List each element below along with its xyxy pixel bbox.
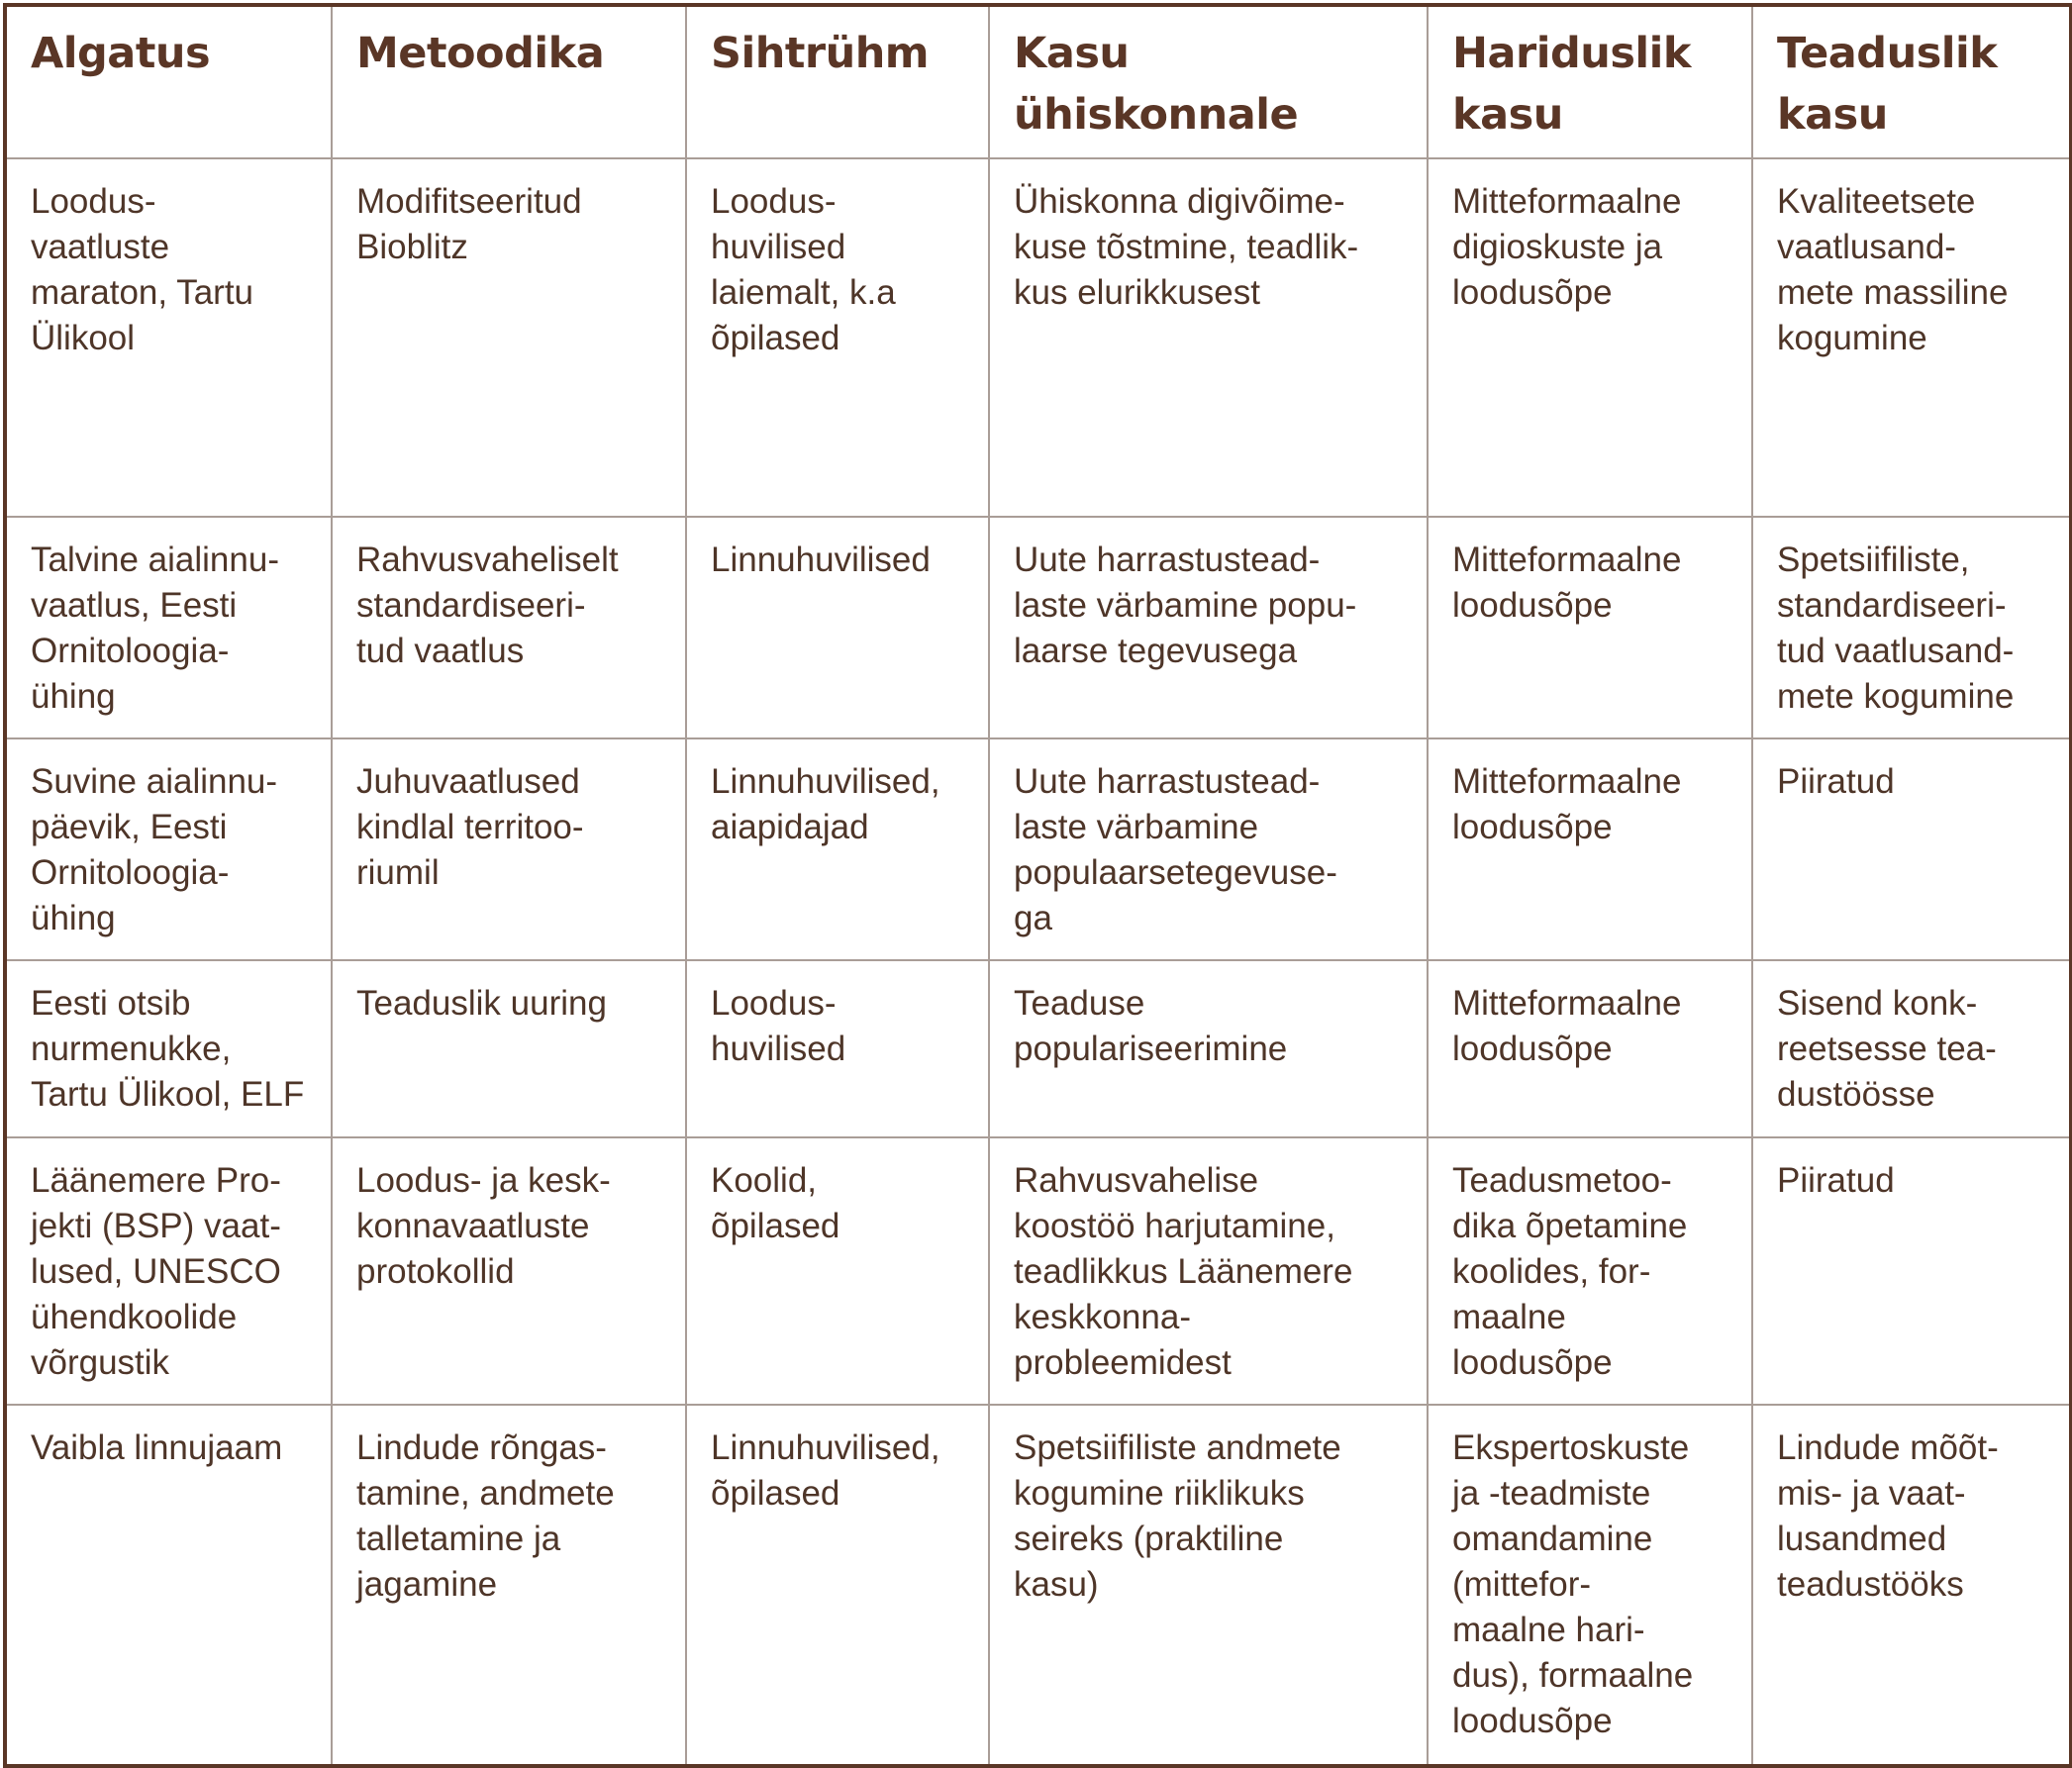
table-cell: Loodus- huvilised (686, 960, 989, 1137)
table-cell: Suvine aialinnu- päevik, Eesti Ornitoloogia- ühing (5, 738, 332, 960)
table-cell: Vaibla linnujaam (5, 1405, 332, 1766)
header-metoodika: Metoodika (332, 5, 686, 158)
table-row (5, 1405, 2071, 1766)
table-row (5, 1137, 2071, 1405)
table-row (5, 517, 2071, 738)
table-cell: Talvine aialinnu- vaatlus, Eesti Ornitoloogia- ühing (5, 517, 332, 738)
table-cell: Piiratud (1752, 738, 2071, 960)
table-cell: Mitteformaalne loodusõpe (1428, 517, 1752, 738)
table-cell: Lindude rõngas- tamine, andmete talletamine ja jagamine (332, 1405, 686, 1766)
table-cell: Modifitseeritud Bioblitz (332, 158, 686, 517)
table-cell: Teaduse populariseerimine (989, 960, 1428, 1137)
table-cell: Koolid, õpilased (686, 1137, 989, 1405)
header-kasu-uhiskonnale: Kasu ühiskonnale (989, 5, 1428, 158)
table-cell: Loodus- huvilised laiemalt, k.a õpilased (686, 158, 989, 517)
table-row (5, 738, 2071, 960)
table-cell: Loodus- vaatluste maraton, Tartu Ülikool (5, 158, 332, 517)
table-cell: Spetsiifiliste andmete kogumine riiklikuks seireks (praktiline kasu) (989, 1405, 1428, 1766)
table-cell: Piiratud (1752, 1137, 2071, 1405)
table-row (5, 960, 2071, 1137)
table-cell: Loodus- ja kesk- konnavaatluste protokollid (332, 1137, 686, 1405)
table-cell: Linnuhuvilised (686, 517, 989, 738)
table-cell: Kvaliteetsete vaatlusand- mete massiline kogumine (1752, 158, 2071, 517)
table-header-row (5, 5, 2071, 158)
table-cell: Mitteformaalne digioskuste ja loodusõpe (1428, 158, 1752, 517)
table-cell: Teaduslik uuring (332, 960, 686, 1137)
header-teaduslik-kasu: Teaduslik kasu (1752, 5, 2071, 158)
table-cell: Sisend konk- reetsesse tea- dustöösse (1752, 960, 2071, 1137)
comparison-table-container (3, 3, 2069, 1764)
comparison-table (3, 3, 2072, 1768)
table-cell: Rahvusvaheliselt standardiseeri- tud vaatlus (332, 517, 686, 738)
table-cell: Lindude mõõt- mis- ja vaat- lusandmed teadustööks (1752, 1405, 2071, 1766)
table-cell: Mitteformaalne loodusõpe (1428, 738, 1752, 960)
table-cell: Eesti otsib nurmenukke, Tartu Ülikool, ELF (5, 960, 332, 1137)
table-cell: Läänemere Pro- jekti (BSP) vaat- lused, UNESCO ühendkoolide võrgustik (5, 1137, 332, 1405)
table-cell: Uute harrastustead- laste värbamine popu- laarse tegevusega (989, 517, 1428, 738)
header-algatus: Algatus (5, 5, 332, 158)
table-cell: Uute harrastustead- laste värbamine populaarsetegevuse- ga (989, 738, 1428, 960)
table-cell: Ekspertoskuste ja -teadmiste omandamine (mittefor- maalne hari- dus), formaalne loodusõpe (1428, 1405, 1752, 1766)
table-cell: Ühiskonna digivõime- kuse tõstmine, teadlik- kus elurikkusest (989, 158, 1428, 517)
header-hariduslik-kasu: Hariduslik kasu (1428, 5, 1752, 158)
table-cell: Mitteformaalne loodusõpe (1428, 960, 1752, 1137)
header-sihtruhm: Sihtrühm (686, 5, 989, 158)
table-cell: Linnuhuvilised, õpilased (686, 1405, 989, 1766)
table-cell: Linnuhuvilised, aiapidajad (686, 738, 989, 960)
table-cell: Rahvusvahelise koostöö harjutamine, teadlikkus Läänemere keskkonna- probleemidest (989, 1137, 1428, 1405)
table-row (5, 158, 2071, 517)
table-cell: Juhuvaatlused kindlal territoo- riumil (332, 738, 686, 960)
table-cell: Spetsiifiliste, standardiseeri- tud vaatlusand- mete kogumine (1752, 517, 2071, 738)
table-cell: Teadusmetoo- dika õpetamine koolides, for- maalne loodusõpe (1428, 1137, 1752, 1405)
